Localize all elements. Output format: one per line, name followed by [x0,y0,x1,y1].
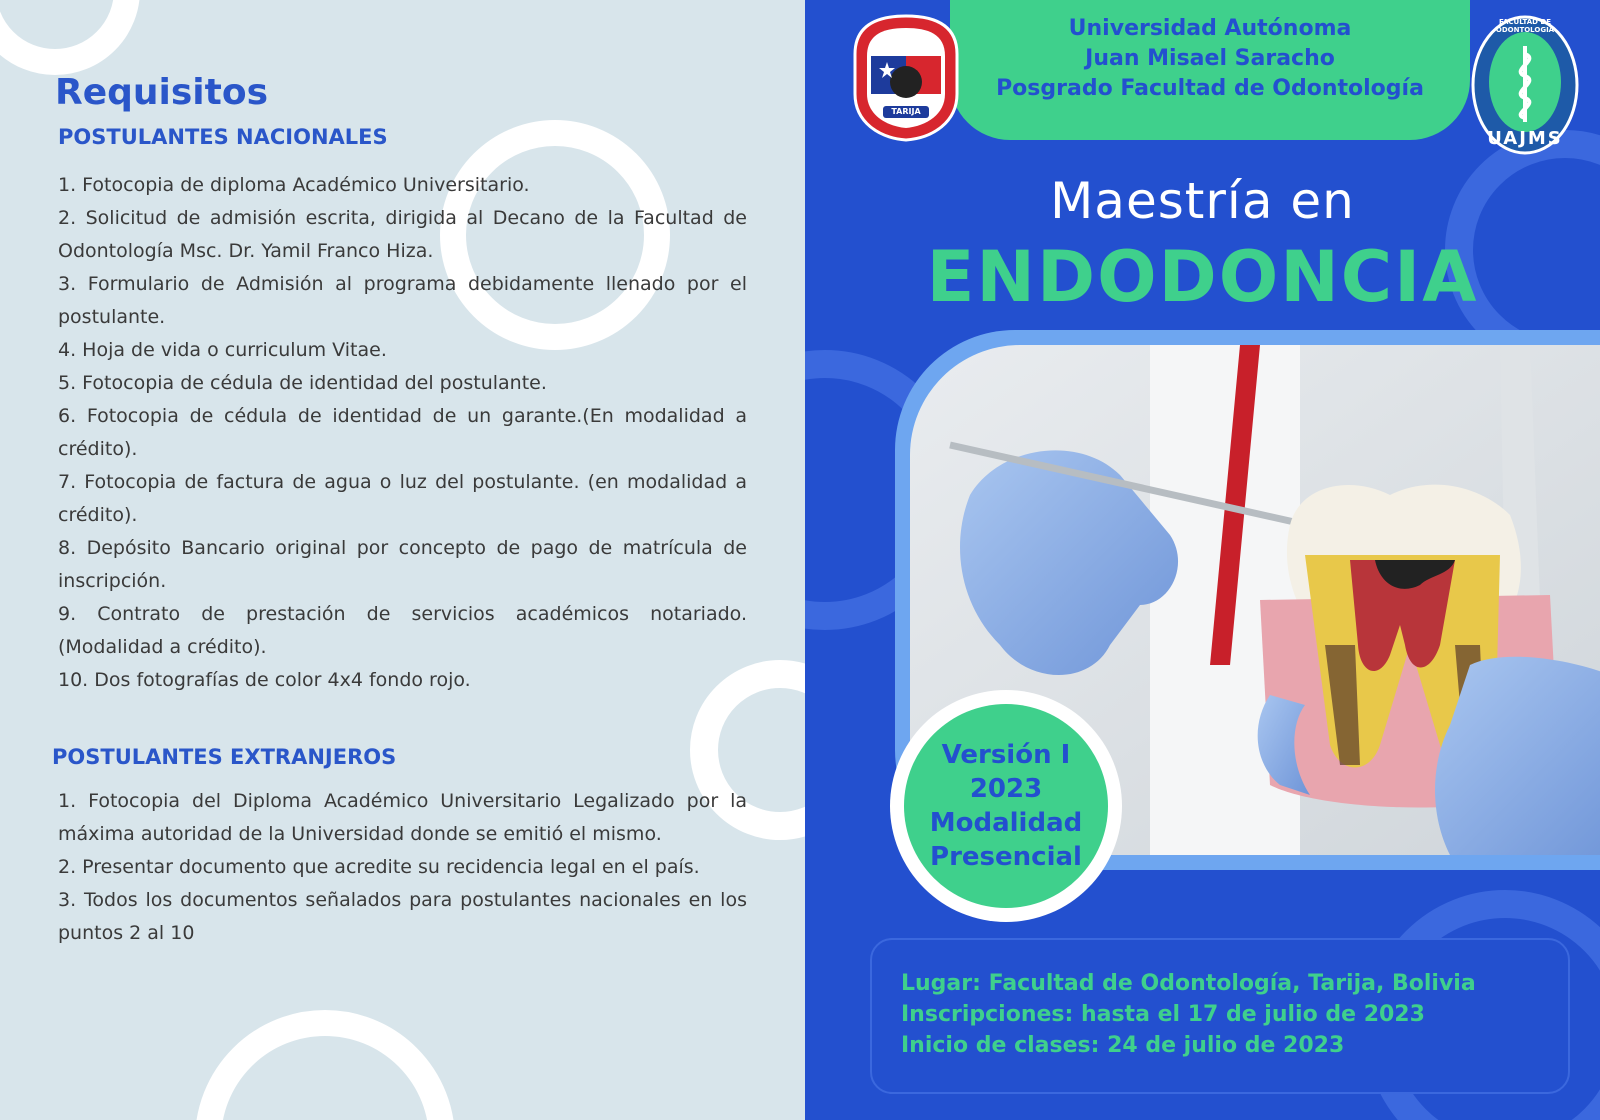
list-item: 4. Hoja de vida o curriculum Vitae. [58,339,387,361]
program-details [901,968,1476,1061]
start-date-text: Inicio de clases: 24 de julio de 2023 [901,1033,1345,1058]
faculty-seal-icon [1470,14,1580,156]
program-subtitle: Maestría en [1050,172,1355,230]
program-cover-panel [805,0,1600,1120]
badge-modality-value: Presencial [930,842,1082,872]
list-item: 6. Fotocopia de cédula de identidad de un garante.(En modalidad a crédito). [58,405,747,460]
badge-year: 2023 [969,774,1043,804]
badge-modality-label: Modalidad [929,808,1083,838]
national-requirements-list [58,169,747,697]
list-item: 1. Fotocopia del Diploma Académico Universitario Legalizado por la máxima autoridad de la Universidad donde se emitió el mismo. [58,790,747,845]
list-item: 3. Todos los documentos señalados para postulantes nacionales en los puntos 2 al 10 [58,889,747,944]
requirements-content [52,72,747,950]
list-item: 2. Presentar documento que acredite su recidencia legal en el país. [58,856,700,878]
seal-ring-text: FACULTAD DE ODONTOLOGIA [1495,18,1555,34]
university-name [950,14,1470,104]
university-seal-icon [853,14,959,142]
seal-letters: UAJMS [1487,128,1563,149]
decorative-ring [0,0,140,75]
list-item: 1. Fotocopia de diploma Académico Universitario. [58,174,530,196]
decorative-ring [195,1010,455,1120]
list-item: 3. Formulario de Admisión al programa debidamente llenado por el postulante. [58,273,747,328]
list-item: 7. Fotocopia de factura de agua o luz del postulante. (en modalidad a crédito). [58,471,747,526]
list-item: 8. Depósito Bancario original por concepto de pago de matrícula de inscripción. [58,537,747,592]
location-text: Lugar: Facultad de Odontología, Tarija, Bolivia [901,971,1476,996]
requirements-title: Requisitos [55,72,269,113]
version-badge [904,704,1108,908]
list-item: 9. Contrato de prestación de servicios académicos notariado. (Modalidad a crédito). [58,603,747,658]
badge-version: Versión I [941,740,1071,770]
university-line-2: Juan Misael Saracho [1085,46,1335,71]
list-item: 2. Solicitud de admisión escrita, dirigida al Decano de la Facultad de Odontología Msc. Dr. Yamil Franco Hiza. [58,207,747,262]
national-applicants-heading: POSTULANTES NACIONALES [58,125,388,149]
registration-text: Inscripciones: hasta el 17 de julio de 2023 [901,1002,1425,1027]
university-line-3: Posgrado Facultad de Odontología [996,76,1424,101]
list-item: 10. Dos fotografías de color 4x4 fondo rojo. [58,669,471,691]
foreign-applicants-heading: POSTULANTES EXTRANJEROS [52,745,397,769]
list-item: 5. Fotocopia de cédula de identidad del postulante. [58,372,547,394]
program-title: ENDODONCIA [926,236,1479,318]
foreign-requirements-list [58,785,747,950]
university-line-1: Universidad Autónoma [1068,16,1352,41]
seal-label: TARIJA [891,107,921,116]
